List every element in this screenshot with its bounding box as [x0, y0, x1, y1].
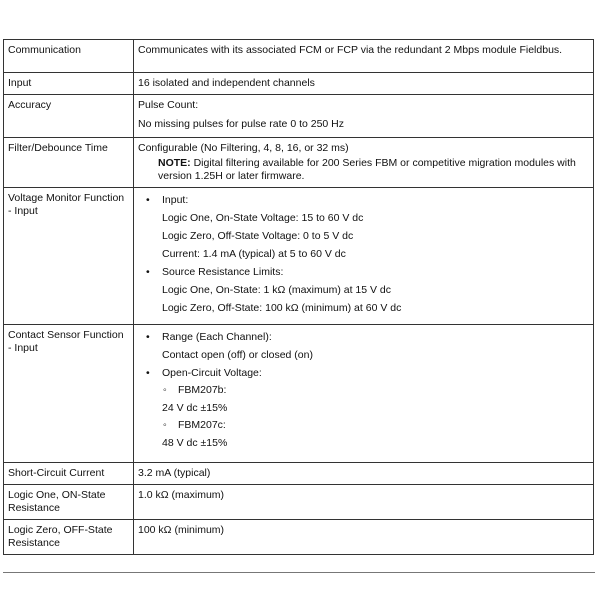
bullet-title: • Open-Circuit Voltage:	[162, 367, 262, 379]
table-row-logic-zero	[4, 520, 594, 555]
bullet-title: • Input:	[162, 194, 189, 206]
row-value: 100 kΩ (minimum)	[134, 520, 594, 555]
note-text: Digital filtering available for 200 Series FBM or competitive migration modules with version 1.25H or later firmware.	[158, 157, 576, 182]
list-item	[138, 331, 589, 362]
bullet-line: Logic One, On-State Voltage: 15 to 60 V dc	[162, 212, 364, 224]
sub-item-label: ◦ FBM207c:	[178, 419, 226, 431]
list-item	[138, 194, 589, 261]
list-item	[138, 367, 589, 450]
row-value: 3.2 mA (typical)	[134, 463, 594, 485]
sub-item-value: 24 V dc ±15%	[162, 402, 228, 414]
row-label: Input	[4, 73, 134, 95]
row-value	[134, 95, 594, 138]
table-row-logic-one	[4, 485, 594, 520]
table-row-input	[4, 73, 594, 95]
sub-list	[162, 384, 589, 450]
sub-list-item	[162, 384, 589, 415]
filter-value: Configurable (No Filtering, 4, 8, 16, or 32 ms)	[138, 142, 349, 154]
table-row-short-circuit	[4, 463, 594, 485]
bullet-line: Contact open (off) or closed (on)	[162, 349, 313, 361]
bullet-title: • Source Resistance Limits:	[162, 266, 284, 278]
row-label: Logic One, ON-State Resistance	[4, 485, 134, 520]
row-label: Communication	[4, 40, 134, 73]
row-label: Filter/Debounce Time	[4, 138, 134, 188]
sub-item-value: 48 V dc ±15%	[162, 437, 228, 449]
sub-item-label: ◦ FBM207b:	[178, 384, 227, 396]
bullet-line: Logic Zero, Off-State: 100 kΩ (minimum) at 60 V dc	[162, 302, 402, 314]
table-row-voltage-monitor	[4, 188, 594, 325]
row-value	[134, 188, 594, 325]
row-value: 1.0 kΩ (maximum)	[134, 485, 594, 520]
row-value: Communicates with its associated FCM or FCP via the redundant 2 Mbps module Fieldbus.	[134, 40, 594, 73]
table-row-contact-sensor	[4, 325, 594, 463]
note-label: NOTE:	[158, 157, 191, 169]
row-label: Accuracy	[4, 95, 134, 138]
row-value	[134, 325, 594, 463]
row-label: Short-Circuit Current	[4, 463, 134, 485]
accuracy-line-1: Pulse Count:	[138, 99, 199, 111]
bullet-line: Current: 1.4 mA (typical) at 5 to 60 V dc	[162, 248, 346, 260]
contact-list	[138, 331, 589, 450]
row-value: 16 isolated and independent channels	[134, 73, 594, 95]
table-row-filter	[4, 138, 594, 188]
bullet-title: • Range (Each Channel):	[162, 331, 272, 343]
accuracy-line-2: No missing pulses for pulse rate 0 to 250 Hz	[138, 118, 345, 130]
bullet-line: Logic One, On-State: 1 kΩ (maximum) at 15 V dc	[162, 284, 392, 296]
bottom-divider	[3, 572, 595, 573]
table-row-communication	[4, 40, 594, 73]
bullet-line: Logic Zero, Off-State Voltage: 0 to 5 V dc	[162, 230, 354, 242]
row-label: Voltage Monitor Function - Input	[4, 188, 134, 325]
row-value	[134, 138, 594, 188]
row-label: Contact Sensor Function - Input	[4, 325, 134, 463]
sub-list-item	[162, 419, 589, 450]
spec-table	[3, 39, 594, 555]
row-label: Logic Zero, OFF-State Resistance	[4, 520, 134, 555]
table-row-accuracy	[4, 95, 594, 138]
filter-note	[158, 157, 589, 183]
voltage-list	[138, 194, 589, 315]
list-item	[138, 266, 589, 315]
